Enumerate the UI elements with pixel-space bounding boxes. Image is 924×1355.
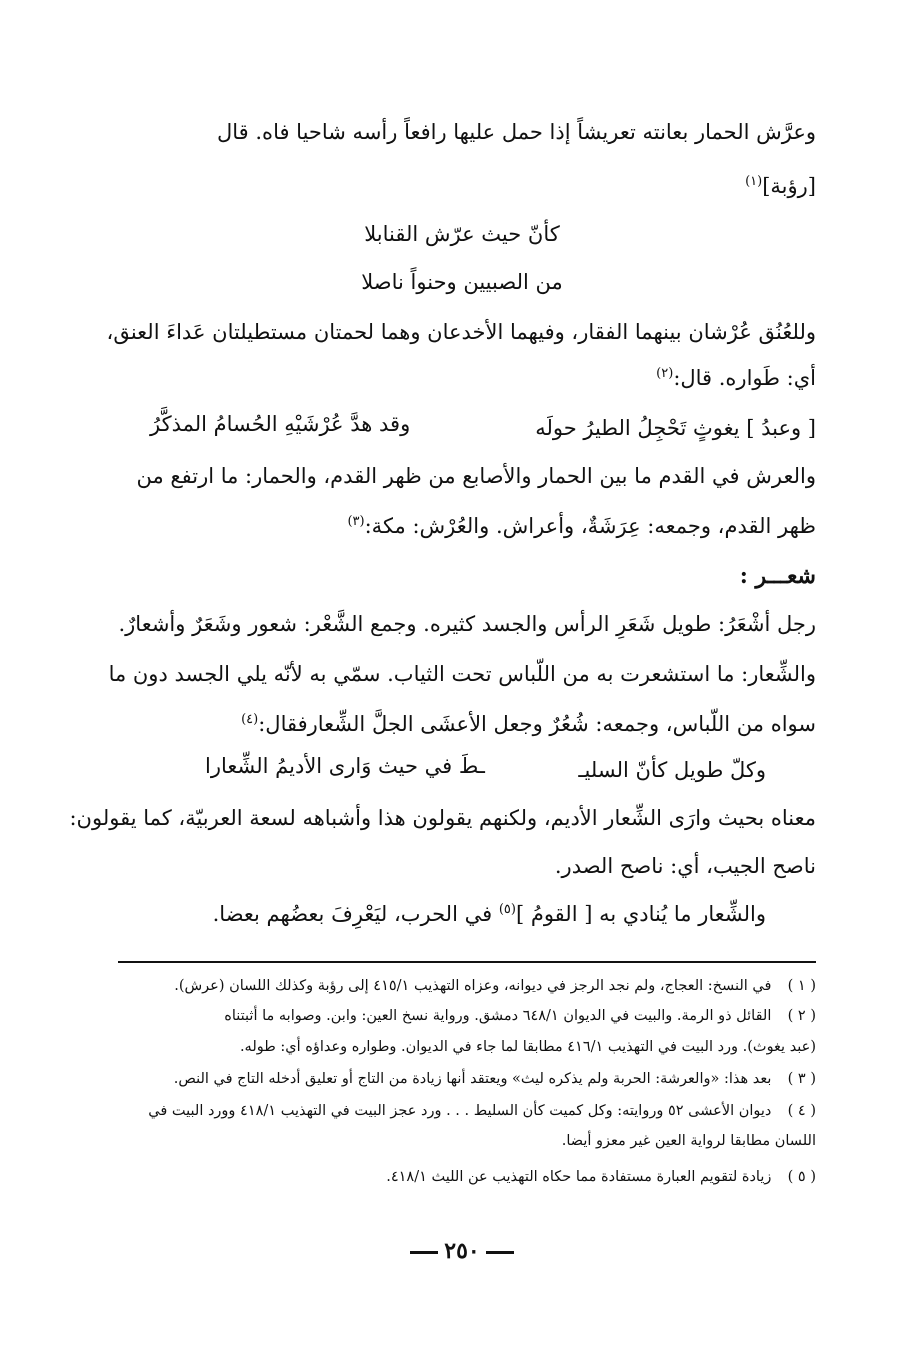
footnote-4-continued xyxy=(118,1130,816,1152)
footnote-text: ديوان الأعشى ٥٢ وروايته: وكل كميت كأن السليط . . . ورد عجز البيت في التهذيب ٤١٨/١ وورد البيت في xyxy=(148,1103,772,1119)
text-line-7: رجل أشْعَرُ: طويل شَعَرِ الرأس والجسد كثيره. وجمع الشَّعْر: شعور وشَعَرٌ وأشعارٌ. xyxy=(118,612,816,636)
footnote-text: اللسان مطابقا لرواية العين غير معزو أيضا. xyxy=(561,1133,816,1149)
text-line-9 xyxy=(118,710,816,738)
footnote-number: ( ٢ ) xyxy=(787,1008,816,1024)
text-line-6-body: ظهر القدم، وجمعه: عِرَشَةٌ، وأعراش. والعُرْش: مكة: xyxy=(364,514,816,538)
poem-1-first-hemistich: [ وعبدُ ] يغوثٍ تَحْجِلُ الطيرُ حولَه xyxy=(535,416,816,440)
text-line-11: ناصح الجيب، أي: ناصح الصدر. xyxy=(554,854,816,878)
verse-line-1: كأنّ حيث عرّش القنابلا xyxy=(364,222,560,246)
text-line-2-body: [رؤبة] xyxy=(762,174,816,198)
text-line-12-part-a: والشِّعار ما يُنادي به [ القومُ ] xyxy=(515,902,766,926)
footnote-2 xyxy=(118,1005,816,1027)
footnote-text: بعد هذا: «والعرشة: الحربة ولم يذكره ليث» ويعتقد أنها زيادة من التاج أو تعليق أدخله التاج في النص. xyxy=(173,1071,772,1087)
footnote-4 xyxy=(118,1100,816,1122)
footnote-text: القائل ذو الرمة. والبيت في الديوان ٦٤٨/١ دمشق. ورواية نسخ العين: وابن. وصوابه ما أثبتناه xyxy=(224,1008,772,1024)
page-number-dash-left xyxy=(410,1251,438,1254)
text-line-6 xyxy=(118,512,816,540)
footnote-2-continued xyxy=(118,1036,816,1058)
poem-2-second-hemistich: ـطَ في حيث وَارى الأديمُ الشِّعارا xyxy=(205,754,485,778)
text-line-12-part-b: في الحرب، ليَعْرِفَ بعضُهم بعضا. xyxy=(212,902,493,926)
footnote-5 xyxy=(118,1166,816,1188)
footnote-number: ( ٥ ) xyxy=(787,1169,816,1185)
text-line-3: وللعُنُق عُرْشان بينهما الفقار، وفيهما الأخدعان وهما لحمتان مستطيلتان عَداءَ العنق، xyxy=(106,320,816,344)
footnote-ref-2[interactable]: (٢) xyxy=(656,366,674,381)
footnote-number: ( ٤ ) xyxy=(787,1103,816,1119)
page-number-value: ٢٥٠ xyxy=(444,1238,480,1264)
footnote-1 xyxy=(118,975,816,997)
footnote-separator xyxy=(118,961,816,963)
footnote-ref-4[interactable]: (٤) xyxy=(241,712,259,727)
verse-line-2: من الصبيين وحنواً ناصلا xyxy=(361,270,563,294)
text-line-5: والعرش في القدم ما بين الحمار والأصابع من ظهر القدم، والحمار: ما ارتفع من xyxy=(136,464,816,488)
text-line-10: معناه بحيث وارَى الشِّعار الأديم، ولكنهم يقولون هذا وأشباهه لسعة العربيّة، كما يقولون: xyxy=(69,806,816,830)
poem-2-first-hemistich: وكلّ طويل كأنّ السليـ xyxy=(578,758,766,782)
poem-1-second-hemistich: وقد هدَّ عُرْشَيْهِ الحُسامُ المذكَّرُ xyxy=(150,412,411,436)
footnote-number: ( ٣ ) xyxy=(787,1071,816,1087)
text-line-4-body: أي: طَواره. قال: xyxy=(673,366,816,390)
section-heading: شعـــر : xyxy=(739,563,816,589)
footnote-3 xyxy=(118,1068,816,1090)
text-line-12 xyxy=(118,900,766,928)
footnote-text: (عبد يغوث). ورد البيت في التهذيب ٤١٦/١ مطابقا لما جاء في الديوان. وطواره وعداؤه أي: طوله. xyxy=(239,1039,816,1055)
text-line-2 xyxy=(118,172,816,200)
text-line-8: والشِّعار: ما استشعرت به من اللّباس تحت الثياب. سمّي به لأنّه يلي الجسد دون ما xyxy=(108,662,816,686)
text-line-4 xyxy=(118,364,816,392)
footnote-text: في النسخ: العجاج، ولم نجد الرجز في ديوانه، وعزاه التهذيب ٤١٥/١ إلى رؤبة وكذلك اللسان (عرش). xyxy=(174,978,772,994)
footnote-text: زيادة لتقويم العبارة مستفادة مما حكاه التهذيب عن الليث ٤١٨/١. xyxy=(386,1169,772,1185)
footnote-ref-5[interactable]: (٥) xyxy=(498,902,516,917)
text-line-1: وعرَّش الحمار بعانته تعريشاً إذا حمل عليها رافعاً رأسه شاحيا فاه. قال xyxy=(217,120,816,144)
page-number-dash-right xyxy=(486,1251,514,1254)
page-number xyxy=(0,1238,924,1264)
footnote-ref-1[interactable]: (١) xyxy=(745,174,763,189)
footnote-ref-3[interactable]: (٣) xyxy=(347,514,365,529)
footnote-number: ( ١ ) xyxy=(787,978,816,994)
text-line-9-body: سواه من اللّباس، وجمعه: شُعُرٌ وجعل الأعشَى الجلَّ الشِّعارفقال: xyxy=(258,712,816,736)
